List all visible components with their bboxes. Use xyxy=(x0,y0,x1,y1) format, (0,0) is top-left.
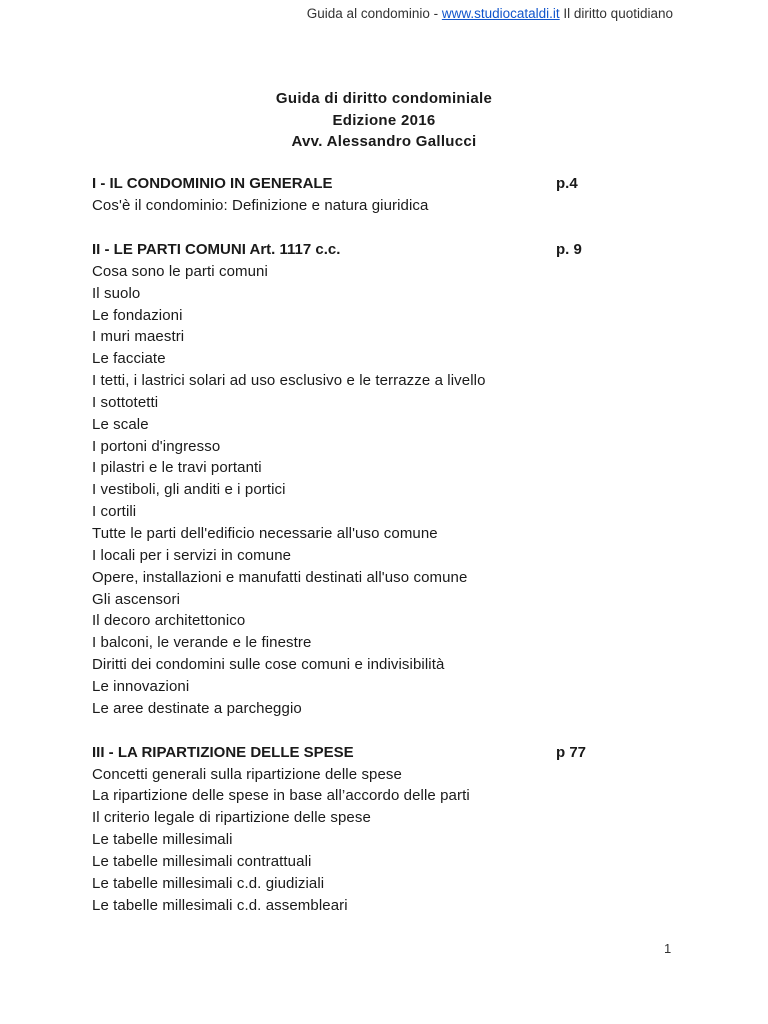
section-heading-row xyxy=(92,239,612,261)
toc-entry: Le scale xyxy=(92,415,149,433)
toc-entry: I portoni d'ingresso xyxy=(92,437,221,455)
toc-entry: Le tabelle millesimali c.d. assembleari xyxy=(92,896,348,914)
toc-entry: I muri maestri xyxy=(92,328,185,346)
toc-entry: Concetti generali sulla ripartizione delle spese xyxy=(92,765,402,783)
toc-entry: Il decoro architettonico xyxy=(92,612,246,630)
toc-entry: Le tabelle millesimali c.d. giudiziali xyxy=(92,874,325,892)
section-page-ref: p 77 xyxy=(556,743,587,761)
toc-entry: Cos'è il condominio: Definizione e natura giuridica xyxy=(92,197,429,214)
section-title: I - IL CONDOMINIO IN GENERALE xyxy=(92,175,333,192)
section-heading-row xyxy=(92,742,612,764)
toc-entry: Il suolo xyxy=(92,284,141,302)
document-title: Guida di diritto condominiale xyxy=(275,90,493,107)
toc-entry: Cosa sono le parti comuni xyxy=(92,262,268,280)
toc-entry: Tutte le parti dell'edificio necessarie all'uso comune xyxy=(92,524,438,542)
toc-entry: Le innovazioni xyxy=(92,677,190,695)
toc-entry: Opere, installazioni e manufatti destinati all'uso comune xyxy=(92,568,468,586)
toc-entry: Gli ascensori xyxy=(92,590,180,608)
toc-entry: I pilastri e le travi portanti xyxy=(92,459,262,477)
toc-entry: Le fondazioni xyxy=(92,306,183,324)
toc-section xyxy=(92,742,612,917)
section-heading-row xyxy=(92,173,612,195)
toc-section xyxy=(92,239,612,720)
toc-entry: I balconi, le verande e le finestre xyxy=(92,634,312,652)
section-page-ref: p.4 xyxy=(556,175,578,192)
header-suffix: Il diritto quotidiano xyxy=(559,6,673,21)
toc-entry: I tetti, i lastrici solari ad uso esclusivo e le terrazze a livello xyxy=(92,372,486,390)
toc-entry: I sottotetti xyxy=(92,393,159,411)
header-website-link[interactable]: www.studiocataldi.it xyxy=(441,6,560,21)
toc-entry: I cortili xyxy=(92,503,137,521)
document-edition: Edizione 2016 xyxy=(332,111,436,129)
toc-entry: La ripartizione delle spese in base all’accordo delle parti xyxy=(92,787,470,805)
section-title: III - LA RIPARTIZIONE DELLE SPESE xyxy=(92,743,354,761)
page-header xyxy=(0,6,768,21)
section-page-ref: p. 9 xyxy=(556,240,582,258)
toc-entry: Le aree destinate a parcheggio xyxy=(92,699,302,717)
toc-entry: I vestiboli, gli anditi e i portici xyxy=(92,481,286,499)
toc-entry: Diritti dei condomini sulle cose comuni e indivisibilità xyxy=(92,656,445,674)
toc-entry: I locali per i servizi in comune xyxy=(92,546,292,564)
toc-entry: Le tabelle millesimali contrattuali xyxy=(92,852,312,870)
page-number: 1 xyxy=(664,941,672,956)
document-author: Avv. Alessandro Gallucci xyxy=(291,133,477,150)
toc-entry: Il criterio legale di ripartizione delle spese xyxy=(92,809,371,827)
toc-entry: Le tabelle millesimali xyxy=(92,831,233,849)
toc-section xyxy=(92,173,612,217)
header-prefix: Guida al condominio - xyxy=(306,6,442,21)
document-title-block xyxy=(0,88,768,153)
table-of-contents xyxy=(92,173,612,938)
toc-entry: Le facciate xyxy=(92,350,166,368)
section-title: II - LE PARTI COMUNI Art. 1117 c.c. xyxy=(92,240,341,258)
